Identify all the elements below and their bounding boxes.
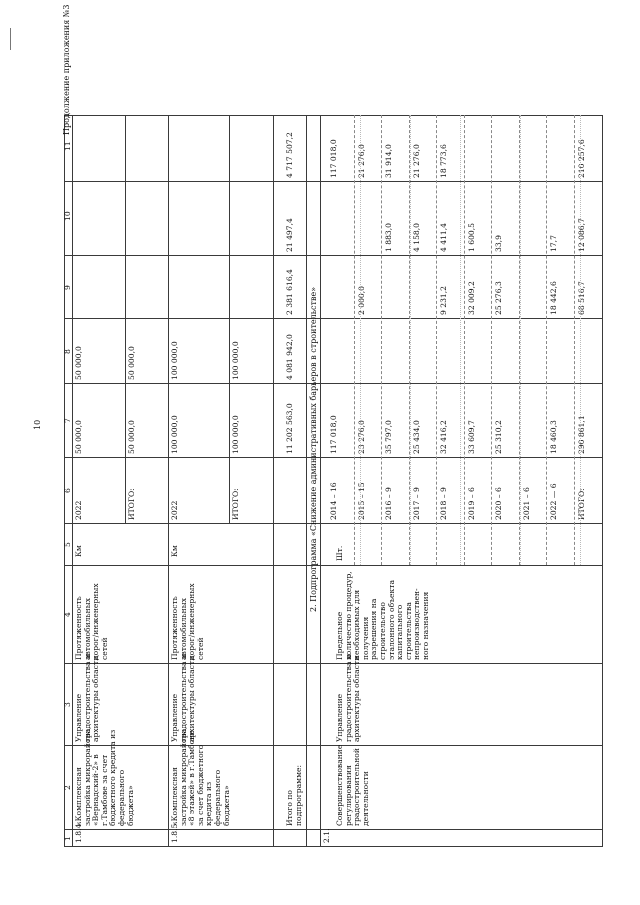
value-col7: 100 000,0 <box>231 415 240 454</box>
row-rule <box>168 115 169 846</box>
column-number-9: 9 <box>63 284 72 290</box>
indicator-name: получения <box>360 616 370 660</box>
column-rule <box>64 565 602 566</box>
value-col10: 4 411,4 <box>439 223 448 252</box>
row-separator <box>436 115 437 565</box>
subtotal-rule <box>125 115 126 523</box>
value-col8: 100 000,0 <box>170 341 179 380</box>
year-row: ИТОГО: <box>576 488 586 520</box>
object-name: г.Тамбове за счет <box>99 754 109 826</box>
executor-name: архитектуры области <box>187 655 197 742</box>
column-rule <box>64 745 602 746</box>
subtotal-col7: 11 202 563,0 <box>285 403 294 454</box>
value-col7: 25 310,2 <box>494 420 503 454</box>
value-col7: 23 276,0 <box>356 420 366 454</box>
object-name: кредита из <box>204 781 214 826</box>
year-row: 2014 – 16 <box>329 482 338 520</box>
indicator-name: сетей <box>195 637 205 660</box>
indicator-name: строительство <box>378 602 387 660</box>
executor-name: Управление <box>74 693 83 742</box>
subtotal-col8: 4 081 942,0 <box>285 334 294 380</box>
value-col8: 50 000,0 <box>127 346 136 380</box>
value-col8: 50 000,0 <box>74 346 83 380</box>
value-col7: 50 000,0 <box>74 420 83 454</box>
row-separator <box>460 115 461 565</box>
value-col7: 100 000,0 <box>170 415 179 454</box>
year-row: 2016 – 9 <box>384 487 393 520</box>
row-separator <box>491 115 492 565</box>
column-number-2: 2 <box>63 785 72 790</box>
object-name: бюджетного кредита из <box>108 729 118 826</box>
column-rule <box>64 663 602 664</box>
indicator-name: строительства <box>403 602 413 660</box>
object-name: бюджета» <box>125 785 135 826</box>
unit: Шт. <box>335 545 344 561</box>
year: 2022 <box>170 500 179 520</box>
value-col9: 32 009,2 <box>466 281 476 315</box>
appendix-label: Продолжение приложения №3 <box>62 4 71 135</box>
value-col11: 21 276,0 <box>356 144 366 178</box>
object-name: федерального <box>213 769 222 826</box>
subtotal-label: подпрограмме: <box>293 764 303 826</box>
object-name: застройка микрорайона <box>178 728 188 826</box>
row-rule <box>320 115 321 846</box>
value-col7: 50 000,0 <box>127 420 136 454</box>
label-rule <box>273 745 306 746</box>
indicator-name: необходимых для <box>352 589 362 660</box>
value-col7: 35 797,0 <box>384 420 393 454</box>
object-name: градостроительной <box>352 748 362 826</box>
indicator-name: эталонного объекта <box>386 580 396 660</box>
table-border-bottom <box>64 846 603 847</box>
value-col9: 68 516,7 <box>576 281 586 315</box>
indicator-name: непроизводствен- <box>412 588 422 660</box>
row-separator <box>410 115 411 565</box>
indicator-name: количество процедур, <box>343 571 353 660</box>
row-separator <box>354 115 355 565</box>
indicator-name: автомобильных <box>82 597 92 660</box>
object-name: бюджета» <box>221 785 231 826</box>
year-row: 2021 – 6 <box>521 487 531 520</box>
row-separator <box>520 115 521 565</box>
column-rule <box>64 457 602 458</box>
year-total: ИТОГО: <box>231 488 240 520</box>
indicator-name: разрешения на <box>369 598 379 660</box>
row-id: 1.8.4. <box>74 821 83 843</box>
column-number-7: 7 <box>63 418 72 423</box>
object-name: «8 этажей» в г.Тамбове <box>187 731 197 826</box>
executor-name: градостроительства и <box>343 654 353 742</box>
object-name: «Комплексная <box>170 767 179 826</box>
value-col11: 210 257,6 <box>576 139 586 178</box>
value-col11: 18 773,6 <box>439 144 448 178</box>
year: 2022 <box>74 500 83 520</box>
subtotal-col11: 4 717 507,2 <box>285 132 294 178</box>
indicator-name: Протяженность <box>74 596 83 660</box>
unit: Км <box>74 545 83 557</box>
year-row: 2022 — 6 <box>549 483 558 520</box>
row-separator <box>574 115 575 565</box>
column-rule <box>64 829 602 830</box>
column-rule <box>64 523 602 524</box>
column-rule <box>64 383 602 384</box>
column-number-5: 5 <box>63 542 72 547</box>
executor-name: градостроительства и <box>82 654 92 742</box>
value-col10: 33,9 <box>494 235 503 252</box>
year-total: ИТОГО: <box>127 488 136 520</box>
object-name: «Вернадский-2» в <box>91 754 101 826</box>
object-name: регулирования <box>343 765 353 826</box>
column-rule <box>64 115 602 116</box>
value-col8: 100 000,0 <box>231 341 240 380</box>
object-name: за счет бюджетного <box>195 744 205 826</box>
object-name: «Комплексная <box>74 767 83 826</box>
value-col11: 21 276,0 <box>411 144 421 178</box>
indicator-name: дорог/инженерных <box>91 583 101 660</box>
value-col7: 25 434,0 <box>411 420 421 454</box>
object-name: федерального <box>117 769 126 826</box>
margin-mark <box>10 28 11 50</box>
row-separator <box>580 115 581 565</box>
subtotal-rule <box>229 115 230 523</box>
row-separator <box>360 115 361 565</box>
unit: Км <box>170 545 179 557</box>
value-col7: 117 018,0 <box>329 415 338 454</box>
year-row: 2017 – 9 <box>411 487 421 520</box>
value-col11: 31 914,0 <box>384 144 393 178</box>
indicator-name: капитального <box>395 604 405 660</box>
object-name: застройка микрорайона <box>82 728 92 826</box>
indicator-name: Протяженность <box>170 596 179 660</box>
column-rule <box>64 318 602 319</box>
object-name: Совершенствование <box>335 744 344 826</box>
column-rule <box>64 255 602 256</box>
object-name: деятельности <box>360 771 370 826</box>
row-separator <box>546 115 547 565</box>
year-row: 2015 – 15 <box>356 482 366 520</box>
executor-name: Управление <box>170 693 179 742</box>
value-col7: 290 861,1 <box>576 415 586 454</box>
value-col10: 17,7 <box>549 235 558 252</box>
column-number-3: 3 <box>63 702 72 707</box>
indicator-name: дорог/инженерных <box>187 583 197 660</box>
value-col11: 117 018,0 <box>329 139 338 178</box>
year-row: 2019 – 6 <box>466 487 476 520</box>
column-number-11: 11 <box>63 141 72 151</box>
indicator-name: автомобильных <box>178 597 188 660</box>
row-separator <box>464 115 465 565</box>
row-rule <box>306 115 307 846</box>
row-id: 1.8.5. <box>170 821 179 843</box>
subtotal-col10: 21 497,4 <box>285 218 294 252</box>
indicator-name: Предельное <box>335 611 344 660</box>
indicator-name: сетей <box>99 637 109 660</box>
header-band-rule <box>72 115 73 846</box>
subtotal-label: Итого по <box>285 790 294 826</box>
value-col10: 4 158,0 <box>411 223 421 252</box>
indicator-name: ного назначения <box>421 591 430 660</box>
subprogram-title: 2. Подпрограмма «Снижение административных барьеров в строительстве» <box>309 286 318 612</box>
table-border-right <box>602 115 603 846</box>
column-number-6: 6 <box>63 488 72 493</box>
year-row: 2018 – 9 <box>439 487 448 520</box>
row-separator <box>381 115 382 565</box>
value-col9: 18 442,6 <box>549 281 558 315</box>
column-rule <box>64 181 602 182</box>
year-row: 2020 – 6 <box>494 487 503 520</box>
executor-name: градостроительства и <box>178 654 188 742</box>
value-col10: 1 600,5 <box>466 223 476 252</box>
column-number-4: 4 <box>63 612 72 617</box>
column-number-10: 10 <box>63 211 72 221</box>
subtotal-col9: 2 381 616,4 <box>285 269 294 315</box>
column-number-1: 1 <box>63 835 72 841</box>
value-col9: 25 276,3 <box>494 281 503 315</box>
value-col7: 18 460,3 <box>549 420 558 454</box>
value-col7: 33 609,7 <box>466 420 476 454</box>
value-col9: 2 000,0 <box>356 286 366 315</box>
executor-name: архитектуры области <box>352 655 362 742</box>
row-rule <box>273 115 274 846</box>
column-number-8: 8 <box>63 348 72 354</box>
row-id: 2.1. <box>322 828 331 843</box>
executor-name: Управление <box>335 693 344 742</box>
value-col9: 9 231,2 <box>439 286 448 315</box>
value-col7: 32 416,2 <box>439 420 448 454</box>
table-border-left <box>64 115 65 846</box>
value-col10: 1 883,0 <box>384 223 393 252</box>
page-number: 10 <box>33 419 42 430</box>
executor-name: архитектуры области <box>91 655 101 742</box>
value-col10: 12 086,7 <box>576 218 586 252</box>
